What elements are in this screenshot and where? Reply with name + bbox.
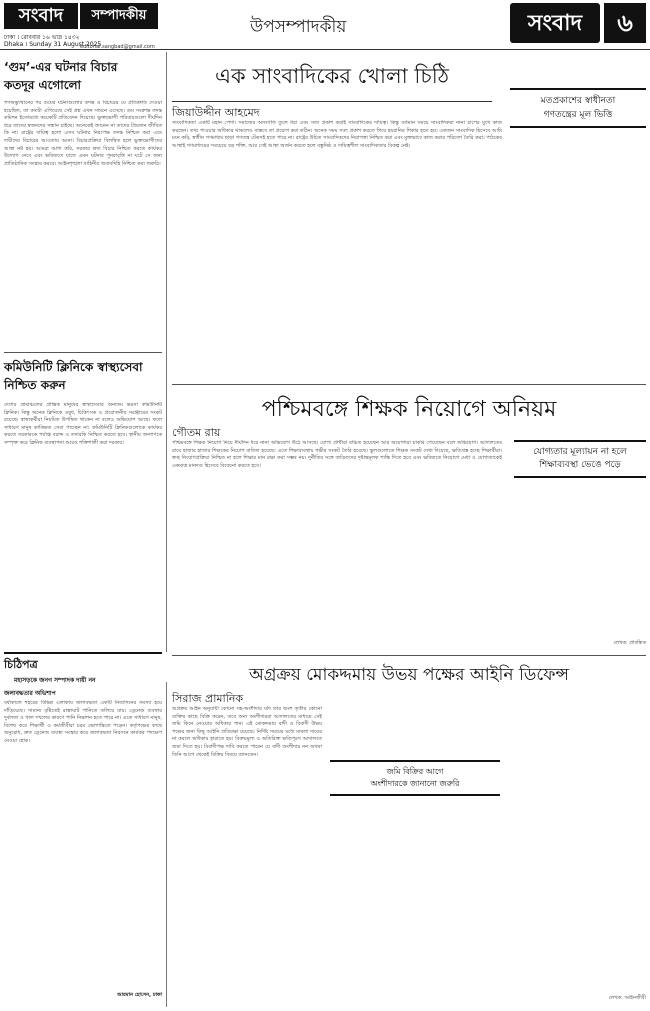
email: editorial.sangbad@gmail.com [80, 44, 155, 50]
editorial-1-body: গণঅভ্যুত্থানের পর গুমের ঘটনাগুলোর তদন্ত ও বিচারের যে প্রতিশ্রুতি দেওয়া হয়েছিল, তা কতটা এগিয়েছে সেই প্রশ্ন এখন সামনে এসেছে। গুম সংক্রান্ত তদন্ত কমিশন ইতোমধ্যে কয়েকটি প্রতিবেদন দিয়েছে। ভুক্তভোগী পরিবারগুলো দীর্ঘদিন ধরে তাদের স্বজনদের সন্ধান চাইছে। অনেকেই জানেন না তাদের প্রিয়জন জীবিত কি না। রাষ্ট্রের দায়িত্ব হলো এসব ঘটনার নিরপেক্ষ তদন্ত নিশ্চিত করা এবং দায়ীদের বিচারের আওতায় আনা। বিচারপ্রক্রিয়া বিলম্বিত হলে ভুক্তভোগীদের আস্থা নষ্ট হয়। আমরা আশা করি, সরকার দ্রুত বিচার নিশ্চিত করতে কার্যকর উদ্যোগ নেবে এবং ভবিষ্যতে যাতে এমন ঘটনার পুনরাবৃত্তি না ঘটে সে জন্য প্রাতিষ্ঠানিক সংস্কার করবে। আইনশৃঙ্খলা বাহিনীর জবাবদিহি নিশ্চিত করা জরুরি। [4, 100, 162, 167]
article-1-pull-quote: মতপ্রকাশের স্বাধীনতা গণতন্ত্রের মূল ভিত্তি [510, 88, 646, 128]
logo-right: সংবাদ [510, 3, 600, 43]
divider [4, 352, 162, 353]
date-english: Dhaka । Sunday 31 August 2025 [4, 41, 102, 48]
article-1-author: জিয়াউদ্দীন আহমেদ [172, 106, 260, 119]
page-number: ৬ [604, 3, 646, 43]
editorial-1-title: ‘গুম’-এর ঘটনার বিচার কতদূর এগোলো [4, 60, 118, 92]
divider [172, 655, 646, 656]
column-divider [166, 682, 167, 1007]
letters-subheading: মহাসড়কে জনগ সম্পাদক দায়ী নন [14, 677, 96, 684]
article-2-author: গৌতম রায় [172, 426, 221, 439]
article-2-body: পশ্চিমবঙ্গে শিক্ষক নিয়োগ নিয়ে দীর্ঘদিন ধরে নানা অভিযোগ উঠে আসছে। যোগ্য প্রার্থীরা বঞ্চিত হয়েছেন আর অযোগ্যরা চাকরি পেয়েছেন বলে অভিযোগ। আদালতের রায়ে হাজার হাজার শিক্ষকের নিয়োগ বাতিল হয়েছে। এতে শিক্ষাব্যবস্থায় গভীর সংকট তৈরি হয়েছে। স্কুলগুলোতে শিক্ষক সংকট দেখা দিয়েছে, ক্ষতিগ্রস্ত হচ্ছে শিক্ষার্থীরা। স্বচ্ছ নিয়োগপ্রক্রিয়া নিশ্চিত না হলে শিক্ষার মান রক্ষা করা সম্ভব নয়। দুর্নীতির সঙ্গে জড়িতদের দৃষ্টান্তমূলক শাস্তি দিতে হবে এবং ভবিষ্যতে নিয়োগে মেধা ও যোগ্যতাকেই একমাত্র মানদণ্ড হিসেবে বিবেচনা করতে হবে। [172, 440, 502, 469]
article-2-title: পশ্চিমবঙ্গে শিক্ষক নিয়োগে অনিয়ম [261, 397, 557, 422]
article-3-pull-quote: জমি বিক্রির আগে অংশীদারকে জানানো জরুরি [330, 760, 500, 796]
article-3-body: অগ্রক্রয় আইন অনুযায়ী কোনো সহ-অংশীদার যদি তার অংশ তৃতীয় কোনো ব্যক্তির কাছে বিক্রি করেন, তবে অন্য অংশীদাররা আদালতের মাধ্যমে সেই জমি কিনে নেওয়ার অধিকার পান। এই মোকদ্দমায় বাদী ও বিবাদী উভয় পক্ষের জন্য কিছু আইনি প্রতিরক্ষা রয়েছে। নির্দিষ্ট সময়ের মধ্যে মামলা দায়ের না করলে অধিকার হারাতে হয়। বিক্রয়মূল্য ও অতিরিক্ত ক্ষতিপূরণ আদালতে জমা দিতে হয়। বিবাদীপক্ষ দাবি করতে পারেন যে বাদী অংশীদার নন অথবা তিনি আগে থেকেই বিক্রির বিষয়ে জানতেন। [172, 706, 322, 758]
article-3-caption: লেখক: আইনজীবী [608, 995, 646, 1001]
article-2-caption: লেখক: প্রাবন্ধিক [613, 640, 646, 646]
editorial-label: সম্পাদকীয় [80, 3, 158, 29]
article-2-pull-quote: যোগ্যতার মূল্যায়ন না হলে শিক্ষাব্যবস্থা ভেঙে পড়ে [514, 440, 646, 478]
article-1-body-continued [510, 140, 646, 380]
letters-signature: আরমান হোসেন, ঢাকা [117, 992, 162, 998]
divider [172, 384, 646, 385]
article-3-author: সিরাজ প্রামানিক [172, 692, 244, 705]
article-3-title: অগ্রক্রয় মোকদ্দমায় উভয় পক্ষের আইনি ডিফেন্স [249, 665, 569, 685]
article-1-title: এক সাংবাদিকের খোলা চিঠি [172, 60, 492, 102]
letters-header: চিঠিপত্র [4, 658, 38, 671]
date-bangla: ঢাকা । রোববার ১৬ ভাদ্র ১৪৩২ [4, 34, 80, 41]
article-1-body: সাংবাদিকতা একটি মহান পেশা। সমাজের অসংগতি তুলে ধরা এবং সত্য প্রকাশ করাই সাংবাদিকের দায়িত্ব। কিন্তু বর্তমান সময়ে সাংবাদিকরা নানা চাপের মুখে কাজ করছেন। তথ্য পাওয়ার অধিকার থাকলেও বাস্তবে তা প্রয়োগ করা কঠিন। অনেক সময় সত্য প্রকাশ করতে গিয়ে হয়রানির শিকার হতে হয়। একজন সাংবাদিক হিসেবে আমি মনে করি, স্বাধীন গণমাধ্যম ছাড়া গণতন্ত্র টেকসই হতে পারে না। রাষ্ট্রের উচিত সাংবাদিকদের নিরাপত্তা নিশ্চিত করা এবং মুক্তভাবে কাজ করার পরিবেশ তৈরি করা। পাঠকের আস্থাই গণমাধ্যমের সবচেয়ে বড় শক্তি, আর সেই আস্থা অর্জন করতে হলে বস্তুনিষ্ঠ ও দায়িত্বশীল সাংবাদিকতার বিকল্প নেই। [172, 120, 502, 149]
letters-subheading: জলাবদ্ধতার অভিশাপ [4, 690, 56, 697]
editorial-2-title: কমিউনিটি ক্লিনিকে স্বাস্থ্যসেবা নিশ্চিত করুন [4, 360, 143, 392]
letters-body: বর্ষাকালে শহরের বিভিন্ন এলাকায় জলাবদ্ধতা একটি নিত্যদিনের সমস্যা হয়ে দাঁড়িয়েছে। সামান্য বৃষ্টিতেই রাস্তাঘাট পানিতে তলিয়ে যায়। ড্রেনেজ ব্যবস্থার দুর্বলতা ও খাল দখলের কারণে পানি নিষ্কাশন হতে পারে না। এতে সাধারণ মানুষ, বিশেষ করে শিক্ষার্থী ও কর্মজীবীরা চরম ভোগান্তিতে পড়েন। কর্তৃপক্ষের কাছে অনুরোধ, দ্রুত ড্রেনেজ ব্যবস্থা সংস্কার করে জলাবদ্ধতা নিরসনে কার্যকর পদক্ষেপ নেওয়া হোক। [4, 700, 162, 744]
editorial-2-body: দেশের গ্রামাঞ্চলের প্রান্তিক মানুষের স্বাস্থ্যসেবার অন্যতম ভরসা কমিউনিটি ক্লিনিক। কিন্তু অনেক ক্লিনিকে ওষুধ, চিকিৎসক ও প্রয়োজনীয় সরঞ্জামের সংকট রয়েছে। স্বাস্থ্যকর্মীরা নিয়মিত উপস্থিত থাকেন না বলেও অভিযোগ আছে। ফলে সাধারণ মানুষ কাঙ্ক্ষিত সেবা পাচ্ছেন না। কমিউনিটি ক্লিনিকগুলোকে কার্যকর করতে সরকারকে পর্যাপ্ত বরাদ্দ ও তদারকি নিশ্চিত করতে হবে। স্থানীয় জনগণকে সম্পৃক্ত করে ক্লিনিক ব্যবস্থাপনা আরও শক্তিশালী করা দরকার। [4, 402, 162, 446]
masthead [0, 0, 650, 50]
column-divider [166, 52, 167, 652]
divider [4, 652, 162, 654]
logo-left: সংবাদ [4, 3, 78, 29]
section-title: উপসম্পাদকীয় [250, 17, 347, 37]
